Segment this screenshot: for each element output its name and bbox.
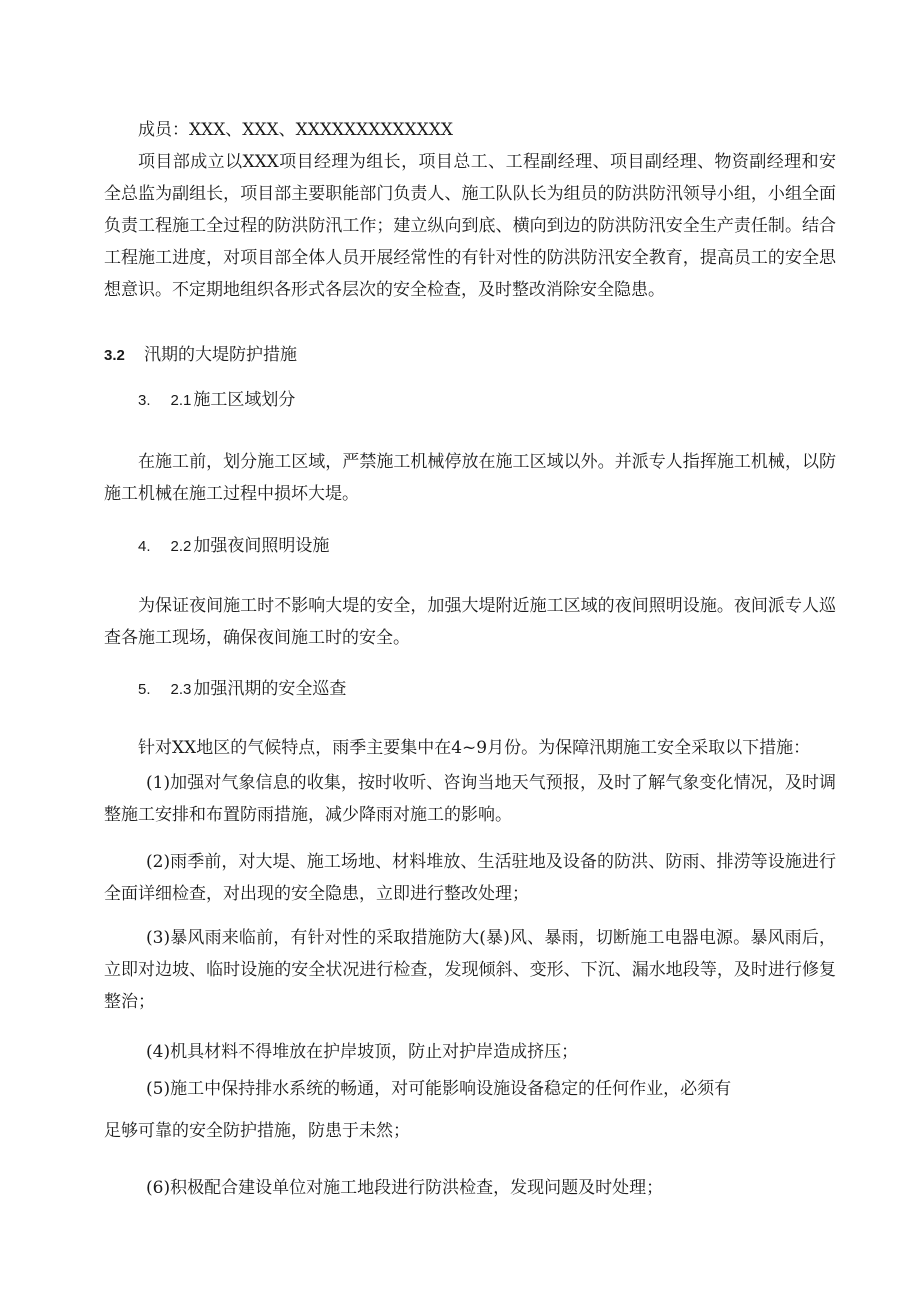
- subsection-title: 加强夜间照明设施: [193, 536, 330, 556]
- measure-item: (5)施工中保持排水系统的畅通，对可能影响设施设备稳定的任何作业，必须有: [146, 1079, 732, 1099]
- measure-item: (3)暴风雨来临前，有针对性的采取措施防大(暴)风、暴雨，切断施工电器电源。暴风雨后，立即对边坡、临时设施的安全状况进行检查，发现倾斜、变形、下沉、漏水地段等，及时进行修复整治；: [104, 928, 836, 1012]
- subsection-body: 为保证夜间施工时不影响大堤的安全，加强大堤附近施工区域的夜间照明设施。夜间派专人巡查各施工现场，确保夜间施工时的安全。: [104, 596, 836, 648]
- section-heading: [104, 339, 297, 372]
- subsection-list-number: 5.: [138, 681, 151, 698]
- measure-item: (1)加强对气象信息的收集，按时收听、咨询当地天气预报，及时了解气象变化情况，及时调整施工安排和布置防雨措施，减少降雨对施工的影响。: [104, 773, 836, 825]
- subsection-body: 在施工前，划分施工区域，严禁施工机械停放在施工区域以外。并派专人指挥施工机械，以防施工机械在施工过程中损坏大堤。: [104, 452, 836, 504]
- subsection-code: 2.2: [170, 538, 192, 555]
- section-number: 3.2: [104, 347, 125, 364]
- measure-item: (4)机具材料不得堆放在护岸坡顶，防止对护岸造成挤压；: [146, 1042, 579, 1062]
- members-line: 成员：XXX、XXX、XXXXXXXXXXXXX: [138, 120, 453, 140]
- subsection-title: 加强汛期的安全巡查: [193, 679, 347, 699]
- measure-item: 足够可靠的安全防护措施，防患于未然；: [104, 1121, 410, 1141]
- subsection-list-number: 4.: [138, 538, 151, 555]
- subsection-heading: [138, 530, 329, 563]
- subsection-title: 施工区域划分: [193, 390, 296, 410]
- subsection-heading: [138, 673, 346, 706]
- subsection-body: 针对XX地区的气候特点，雨季主要集中在4~9月份。为保障汛期施工安全采取以下措施：: [138, 738, 811, 758]
- subsection-code: 2.1: [170, 392, 192, 409]
- intro-paragraph: 项目部成立以XXX项目经理为组长，项目总工、工程副经理、项目副经理、物资副经理和安全总监为副组长，项目部主要职能部门负责人、施工队队长为组员的防洪防汛领导小组，小组全面负责工程施工全过程的防洪防汛工作；建立纵向到底、横向到边的防洪防汛安全生产责任制。结合工程施工进度，对项目部全体人员开展经常性的有针对性的防洪防汛安全教育，提高员工的安全思想意识。不定期地组织各形式各层次的安全检查，及时整改消除安全隐患。: [104, 152, 836, 300]
- section-title: 汛期的大堤防护措施: [144, 345, 297, 365]
- subsection-heading: [138, 384, 295, 417]
- measure-item: (2)雨季前，对大堤、施工场地、材料堆放、生活驻地及设备的防洪、防雨、排涝等设施进行全面详细检查，对出现的安全隐患，立即进行整改处理；: [104, 852, 836, 904]
- subsection-code: 2.3: [170, 681, 192, 698]
- measure-item: (6)积极配合建设单位对施工地段进行防洪检查，发现问题及时处理；: [146, 1178, 664, 1198]
- subsection-list-number: 3.: [138, 392, 151, 409]
